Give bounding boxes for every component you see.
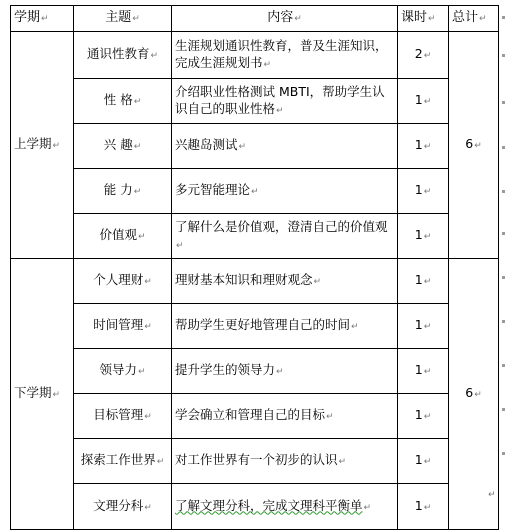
row-end-marker bbox=[502, 190, 505, 193]
content-cell: 生涯规划通识性教育，普及生涯知识，完成生涯规划书↵ bbox=[172, 32, 398, 79]
paragraph-mark-icon: ↵ bbox=[423, 232, 432, 242]
paragraph-mark-icon: ↵ bbox=[428, 14, 436, 24]
topic-cell: 个人理财↵ bbox=[74, 259, 172, 304]
header-total: 总计↵ bbox=[449, 6, 499, 32]
semester-cell: 下学期↵ bbox=[11, 259, 74, 530]
paragraph-mark-icon: ↵ bbox=[133, 142, 142, 152]
paragraph-mark-icon: ↵ bbox=[251, 187, 259, 197]
topic-cell: 能 力↵ bbox=[74, 169, 172, 214]
paragraph-mark-icon: ↵ bbox=[423, 367, 432, 377]
row-end-marker bbox=[502, 54, 505, 57]
paragraph-mark-icon: ↵ bbox=[144, 412, 152, 422]
topic-cell: 通识性教育↵ bbox=[74, 32, 172, 79]
header-topic: 主题↵ bbox=[74, 6, 172, 32]
table-row bbox=[11, 394, 499, 439]
paragraph-mark-icon: ↵ bbox=[488, 490, 496, 500]
row-end-marker bbox=[502, 146, 505, 149]
table-row bbox=[11, 439, 499, 484]
content-cell bbox=[172, 484, 398, 530]
content-cell: 帮助学生更好地管理自己的时间↵ bbox=[172, 304, 398, 349]
paragraph-mark-icon: ↵ bbox=[263, 59, 272, 70]
table-header-row bbox=[11, 6, 499, 32]
paragraph-mark-icon: ↵ bbox=[144, 322, 152, 332]
row-end-marker bbox=[502, 364, 505, 367]
paragraph-mark-icon: ↵ bbox=[423, 187, 432, 197]
paragraph-mark-icon: ↵ bbox=[423, 51, 432, 61]
hours-cell: 1↵ bbox=[398, 349, 449, 394]
paragraph-mark-icon: ↵ bbox=[137, 367, 146, 377]
content-cell: 学会确立和管理自己的目标↵ bbox=[172, 394, 398, 439]
header-content: 内容↵ bbox=[172, 6, 398, 32]
total-cell: 6↵ bbox=[449, 32, 499, 259]
topic-cell: 价值观↵ bbox=[74, 214, 172, 259]
hours-cell: 1↵ bbox=[398, 484, 449, 530]
paragraph-mark-icon: ↵ bbox=[474, 390, 482, 400]
content-cell: 兴趣岛测试↵ bbox=[172, 124, 398, 169]
hours-cell: 1↵ bbox=[398, 169, 449, 214]
content-cell: 多元智能理论↵ bbox=[172, 169, 398, 214]
row-end-marker bbox=[502, 408, 505, 411]
spellcheck-underlined-text: 了解文理分科，完成文理科平衡单 bbox=[175, 497, 363, 513]
hours-cell: 1↵ bbox=[398, 79, 449, 124]
table-row bbox=[11, 124, 499, 169]
row-end-marker bbox=[502, 320, 505, 323]
paragraph-mark-icon: ↵ bbox=[52, 141, 61, 151]
table-row bbox=[11, 259, 499, 304]
header-period: 学期↵ bbox=[11, 6, 74, 32]
paragraph-mark-icon: ↵ bbox=[137, 232, 146, 242]
row-end-marker bbox=[502, 276, 505, 279]
table-row bbox=[11, 79, 499, 124]
hours-cell: 1↵ bbox=[398, 394, 449, 439]
paragraph-mark-icon: ↵ bbox=[294, 14, 302, 24]
paragraph-mark-icon: ↵ bbox=[423, 142, 432, 152]
content-cell: 理财基本知识和理财观念↵ bbox=[172, 259, 398, 304]
paragraph-mark-icon: ↵ bbox=[474, 141, 482, 151]
paragraph-mark-icon: ↵ bbox=[52, 390, 61, 400]
paragraph-mark-icon: ↵ bbox=[150, 51, 159, 61]
table-row bbox=[11, 304, 499, 349]
paragraph-mark-icon: ↵ bbox=[423, 502, 432, 513]
content-cell: 了解什么是价值观，澄清自己的价值观↵ bbox=[172, 214, 398, 259]
table-row bbox=[11, 349, 499, 394]
topic-cell: 兴 趣↵ bbox=[74, 124, 172, 169]
row-end-marker bbox=[502, 16, 505, 19]
course-plan-table bbox=[10, 5, 499, 530]
paragraph-mark-icon: ↵ bbox=[326, 412, 334, 422]
paragraph-mark-icon: ↵ bbox=[423, 457, 432, 467]
paragraph-mark-icon: ↵ bbox=[351, 322, 359, 332]
table-row bbox=[11, 32, 499, 79]
row-end-marker bbox=[502, 101, 505, 104]
paragraph-mark-icon: ↵ bbox=[423, 277, 432, 287]
topic-cell: 性 格↵ bbox=[74, 79, 172, 124]
paragraph-mark-icon: ↵ bbox=[132, 14, 140, 24]
semester-cell: 上学期↵ bbox=[11, 32, 74, 259]
total-cell: 6↵ bbox=[449, 259, 499, 530]
paragraph-mark-icon: ↵ bbox=[276, 367, 284, 377]
hours-cell: 2↵ bbox=[398, 32, 449, 79]
paragraph-mark-icon: ↵ bbox=[338, 457, 347, 467]
paragraph-mark-icon: ↵ bbox=[363, 502, 372, 513]
content-cell: 提升学生的领导力↵ bbox=[172, 349, 398, 394]
topic-cell: 时间管理↵ bbox=[74, 304, 172, 349]
paragraph-mark-icon: ↵ bbox=[479, 14, 487, 24]
paragraph-mark-icon: ↵ bbox=[313, 277, 322, 287]
topic-cell: 文理分科↵ bbox=[74, 484, 172, 530]
table-row bbox=[11, 169, 499, 214]
hours-cell: 1↵ bbox=[398, 439, 449, 484]
table-row bbox=[11, 484, 499, 530]
hours-cell: 1↵ bbox=[398, 259, 449, 304]
paragraph-mark-icon: ↵ bbox=[423, 412, 432, 422]
paragraph-mark-icon: ↵ bbox=[144, 502, 152, 513]
paragraph-mark-icon: ↵ bbox=[276, 105, 284, 116]
topic-cell: 目标管理↵ bbox=[74, 394, 172, 439]
content-cell: 介绍职业性格测试 MBTI，帮助学生认识自己的职业性格↵ bbox=[172, 79, 398, 124]
hours-cell: 1↵ bbox=[398, 304, 449, 349]
paragraph-mark-icon: ↵ bbox=[423, 322, 432, 332]
paragraph-mark-icon: ↵ bbox=[156, 457, 165, 467]
paragraph-mark-icon: ↵ bbox=[133, 187, 142, 197]
paragraph-mark-icon: ↵ bbox=[144, 277, 152, 287]
paragraph-mark-icon: ↵ bbox=[238, 142, 247, 152]
table-row bbox=[11, 214, 499, 259]
paragraph-mark-icon: ↵ bbox=[41, 14, 49, 24]
content-cell: 对工作世界有一个初步的认识↵ bbox=[172, 439, 398, 484]
paragraph-mark-icon: ↵ bbox=[133, 97, 142, 107]
hours-cell: 1↵ bbox=[398, 124, 449, 169]
topic-cell: 探索工作世界↵ bbox=[74, 439, 172, 484]
hours-cell: 1↵ bbox=[398, 214, 449, 259]
paragraph-mark-icon: ↵ bbox=[423, 97, 432, 107]
row-end-marker bbox=[502, 452, 505, 455]
topic-cell: 领导力↵ bbox=[74, 349, 172, 394]
row-end-marker bbox=[502, 232, 505, 235]
paragraph-mark-icon: ↵ bbox=[176, 240, 184, 251]
header-hours: 课时↵ bbox=[398, 6, 449, 32]
